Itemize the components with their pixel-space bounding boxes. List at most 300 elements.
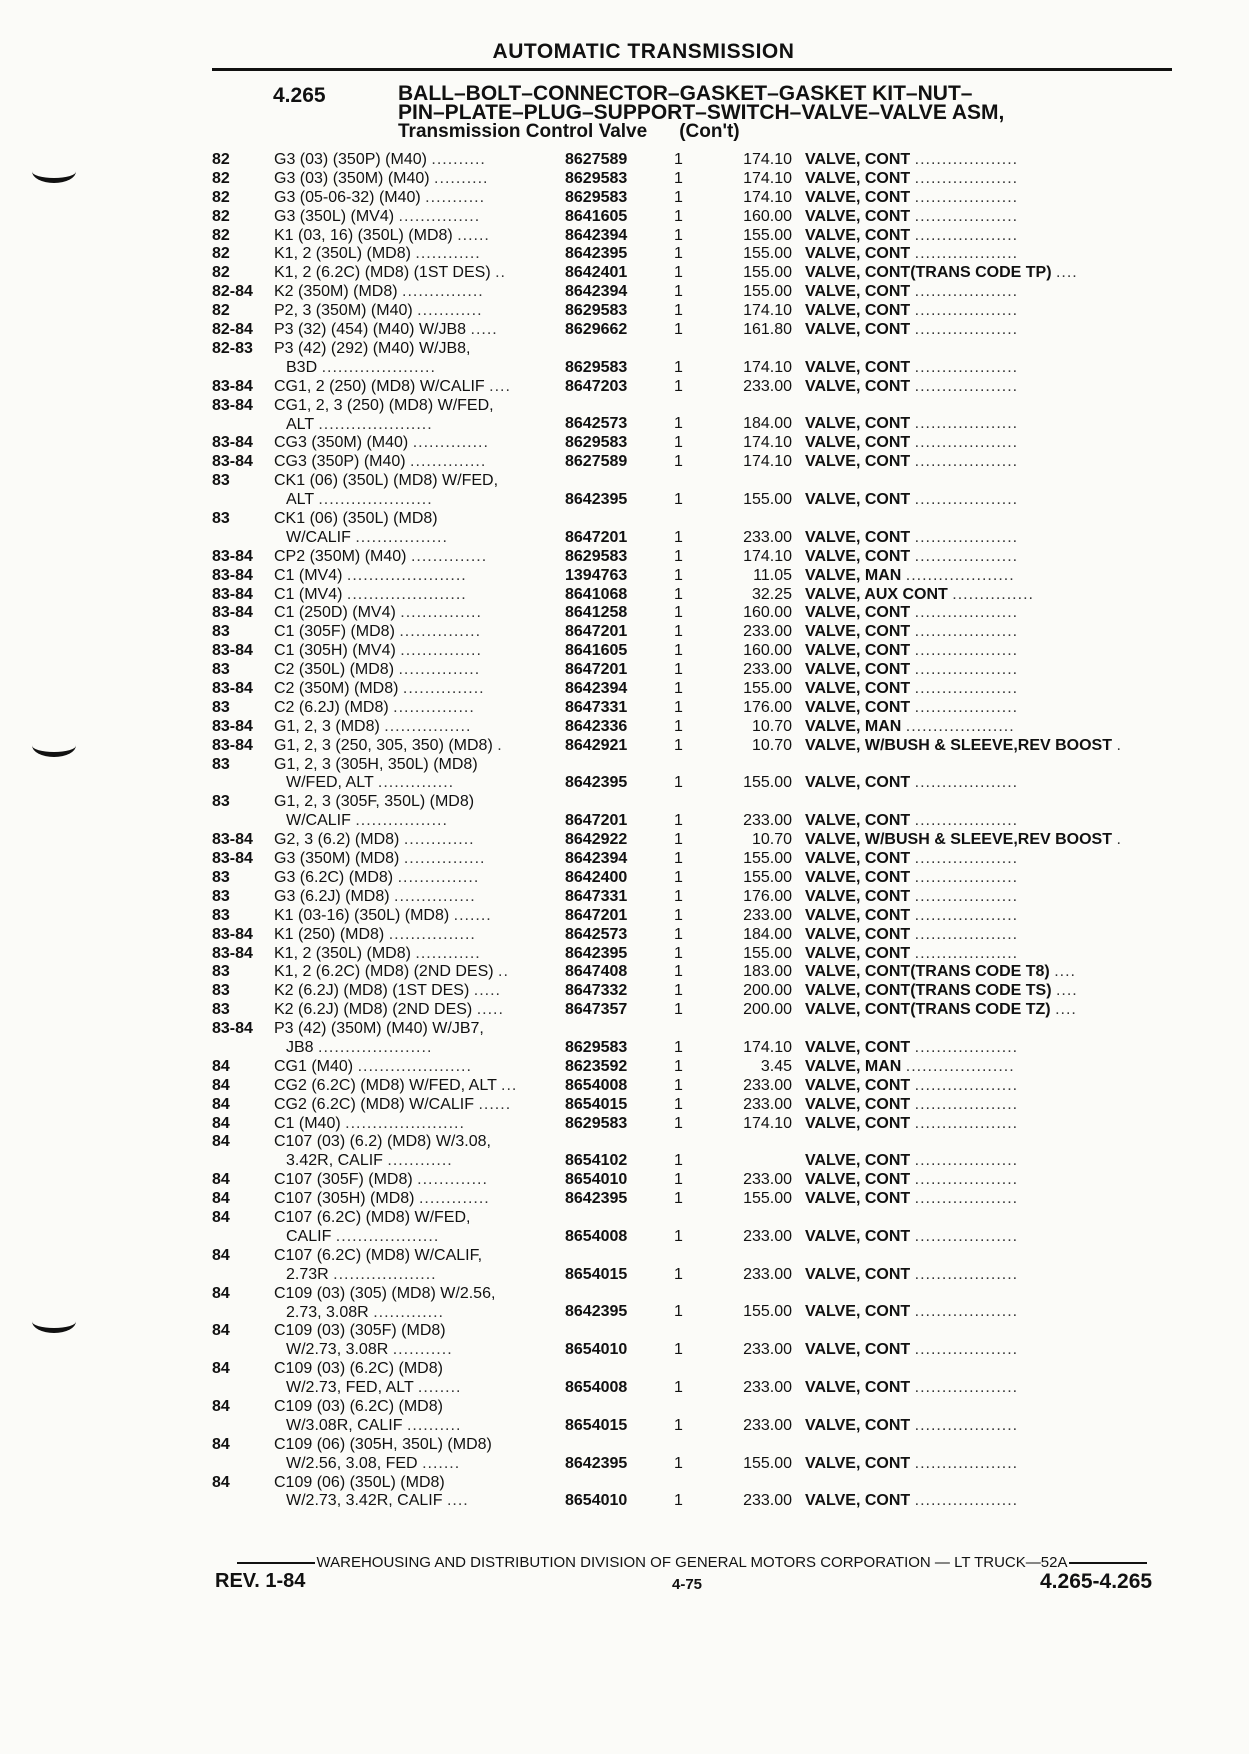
model-years: 83-84 xyxy=(212,566,253,584)
part-row xyxy=(212,340,1172,378)
part-row xyxy=(212,623,1172,642)
application-line-2: W/2.73, FED, ALT xyxy=(286,1379,414,1397)
part-name xyxy=(805,567,1170,586)
application-line-1: K1 (03, 16) (350L) (MD8) xyxy=(274,226,453,244)
price: 155.00 xyxy=(743,1303,792,1321)
part-row xyxy=(212,378,1172,397)
dot-leader: ....... xyxy=(453,906,492,924)
dot-leader: ..................... xyxy=(318,491,433,509)
dot-leader: .................... xyxy=(905,1057,1015,1075)
dot-leader: ................... xyxy=(914,377,1019,395)
dot-leader: ................ xyxy=(388,925,476,943)
part-number: 8647408 xyxy=(565,963,628,981)
part-name xyxy=(805,1001,1170,1020)
part-name xyxy=(805,982,1170,1001)
part-number: 8629583 xyxy=(565,1038,628,1056)
application-line-1: C107 (6.2C) (MD8) W/FED, xyxy=(274,1209,471,1226)
part-name xyxy=(805,831,1170,850)
quantity: 1 xyxy=(674,963,683,981)
dot-leader: ................... xyxy=(914,661,1019,679)
dot-leader: ..... xyxy=(470,321,498,339)
application-line-1: C107 (03) (6.2) (MD8) W/3.08, xyxy=(274,1133,491,1151)
part-name xyxy=(805,850,1170,869)
application-line-1: CG1 (M40) xyxy=(274,1057,354,1075)
footer-division xyxy=(212,1554,1172,1571)
part-number: 8654010 xyxy=(565,1341,628,1359)
application-line-2: W/3.08R, CALIF xyxy=(286,1416,403,1434)
part-row xyxy=(212,1474,1172,1512)
quantity: 1 xyxy=(674,434,683,452)
part-row xyxy=(212,189,1172,208)
quantity: 1 xyxy=(674,415,683,433)
dot-leader: ................... xyxy=(914,1454,1019,1472)
price: 233.00 xyxy=(743,1227,792,1245)
application-line-2: W/FED, ALT xyxy=(286,774,374,792)
dot-leader: .... xyxy=(1055,982,1078,1000)
part-name-text: VALVE, CONT(TRANS CODE T8) xyxy=(805,963,1050,981)
application-line-1: CP2 (350M) (M40) xyxy=(274,547,407,565)
part-name-text: VALVE, CONT(TRANS CODE TP) xyxy=(805,264,1052,282)
dot-leader: ...................... xyxy=(345,1114,465,1132)
group-desc-line-1: BALL–BOLT–CONNECTOR–GASKET–GASKET KIT–NUT– xyxy=(398,82,973,105)
price: 184.00 xyxy=(743,415,792,433)
part-row xyxy=(212,718,1172,737)
price: 174.10 xyxy=(743,302,792,320)
application-line-1: C109 (03) (305F) (MD8) xyxy=(274,1322,446,1340)
part-number: 8647357 xyxy=(565,1001,628,1019)
part-row xyxy=(212,737,1172,756)
dot-leader: ................... xyxy=(914,226,1019,244)
price: 174.10 xyxy=(743,358,792,376)
part-name-text: VALVE, CONT xyxy=(805,226,911,244)
application-line-1: P2, 3 (350M) (M40) xyxy=(274,302,413,320)
model-years: 83-84 xyxy=(212,396,253,414)
part-number: 8642394 xyxy=(565,283,628,301)
dot-leader: ................... xyxy=(914,434,1019,452)
dot-leader: .............. xyxy=(412,434,489,452)
model-years: 83-84 xyxy=(212,1020,253,1038)
application-line-1: G1, 2, 3 (305H, 350L) (MD8) xyxy=(274,755,478,773)
dot-leader: ................... xyxy=(914,774,1019,792)
application-line-1: K1, 2 (6.2C) (MD8) (1ST DES) xyxy=(274,264,491,282)
dot-leader: .... xyxy=(1055,1001,1077,1019)
parts-list xyxy=(212,151,1172,1511)
model-years: 83 xyxy=(212,868,230,886)
model-years: 83-84 xyxy=(212,831,253,849)
part-name-text: VALVE, CONT xyxy=(805,169,911,187)
application-line-1: C1 (305H) (MV4) xyxy=(274,642,396,660)
price: 155.00 xyxy=(743,850,792,868)
top-rule xyxy=(212,68,1172,71)
part-name xyxy=(805,1379,1170,1398)
application-line-1: C1 (250D) (MV4) xyxy=(274,604,396,622)
part-row xyxy=(212,208,1172,227)
part-name-text: VALVE, CONT xyxy=(805,850,911,868)
part-name-text: VALVE, CONT xyxy=(805,1492,911,1510)
dot-leader: ................... xyxy=(914,415,1019,433)
dot-leader: ..... xyxy=(473,982,501,1000)
application-line-1: G3 (03) (350P) (M40) xyxy=(274,151,427,168)
part-number: 8641068 xyxy=(565,585,628,603)
price: 155.00 xyxy=(743,1454,792,1472)
model-years: 83-84 xyxy=(212,547,253,565)
dot-leader: ...... xyxy=(478,1095,512,1113)
part-number: 8642395 xyxy=(565,774,628,792)
price: 174.10 xyxy=(743,188,792,206)
application-line-2: W/CALIF xyxy=(286,812,351,830)
quantity: 1 xyxy=(674,1492,683,1510)
quantity: 1 xyxy=(674,1114,683,1132)
dot-leader: .......... xyxy=(431,151,486,168)
application-line-1: CK1 (06) (350L) (MD8) xyxy=(274,509,438,527)
quantity: 1 xyxy=(674,1379,683,1397)
part-row xyxy=(212,1322,1172,1360)
dot-leader: ................... xyxy=(914,547,1019,565)
model-years: 84 xyxy=(212,1114,230,1132)
binder-hole-mark xyxy=(32,734,76,757)
dot-leader: ................... xyxy=(914,1095,1019,1113)
model-years: 83 xyxy=(212,963,230,981)
quantity: 1 xyxy=(674,1227,683,1245)
quantity: 1 xyxy=(674,604,683,622)
quantity: 1 xyxy=(674,188,683,206)
price: 233.00 xyxy=(743,1416,792,1434)
part-row xyxy=(212,907,1172,926)
model-years: 83 xyxy=(212,1001,230,1019)
price: 200.00 xyxy=(743,1001,792,1019)
part-number: 8641605 xyxy=(565,207,628,225)
dot-leader: ................... xyxy=(914,528,1019,546)
dot-leader: ............ xyxy=(415,245,481,263)
part-number: 8629583 xyxy=(565,188,628,206)
part-name xyxy=(805,1039,1170,1058)
dot-leader: ................... xyxy=(914,453,1019,471)
model-years: 83 xyxy=(212,472,230,490)
price: 160.00 xyxy=(743,604,792,622)
application-line-1: C109 (03) (305) (MD8) W/2.56, xyxy=(274,1284,496,1302)
model-years: 82-84 xyxy=(212,283,253,301)
quantity: 1 xyxy=(674,1152,683,1170)
quantity: 1 xyxy=(674,698,683,716)
quantity: 1 xyxy=(674,850,683,868)
model-years: 83 xyxy=(212,661,230,679)
part-number: 8654010 xyxy=(565,1492,628,1510)
dot-leader: ...................... xyxy=(346,566,467,584)
application-line-1: P3 (42) (350M) (M40) W/JB7, xyxy=(274,1020,484,1038)
price: 174.10 xyxy=(743,169,792,187)
model-years: 84 xyxy=(212,1095,230,1113)
part-row xyxy=(212,604,1172,623)
quantity: 1 xyxy=(674,1190,683,1208)
price: 233.00 xyxy=(743,1171,792,1189)
part-name xyxy=(805,453,1170,472)
model-years: 83-84 xyxy=(212,604,253,622)
part-name xyxy=(805,283,1170,302)
model-years: 82 xyxy=(212,188,230,206)
part-name-text: VALVE, CONT xyxy=(805,680,911,697)
part-name-text: VALVE, CONT xyxy=(805,358,911,376)
application-line-1: C1 (M40) xyxy=(274,1114,341,1132)
part-row xyxy=(212,227,1172,246)
part-row xyxy=(212,982,1172,1001)
dot-leader: ................... xyxy=(914,1171,1019,1189)
part-number: 8629583 xyxy=(565,169,628,187)
part-name-text: VALVE, CONT xyxy=(805,1303,911,1321)
model-years: 83 xyxy=(212,698,230,716)
revision-label: REV. 1-84 xyxy=(215,1570,306,1592)
part-name-text: VALVE, CONT xyxy=(805,528,911,546)
quantity: 1 xyxy=(674,358,683,376)
part-name xyxy=(805,1492,1170,1511)
part-name-text: VALVE, CONT xyxy=(805,1416,911,1434)
quantity: 1 xyxy=(674,831,683,849)
dot-leader: .. xyxy=(498,963,509,981)
dot-leader: ............. xyxy=(418,1190,490,1208)
part-name xyxy=(805,151,1170,170)
dot-leader: ............. xyxy=(403,831,475,849)
quantity: 1 xyxy=(674,906,683,924)
application-line-1: K1 (250) (MD8) xyxy=(274,925,385,943)
quantity: 1 xyxy=(674,736,683,754)
application-line-1: CG1, 2 (250) (MD8) W/CALIF xyxy=(274,377,485,395)
part-name-text: VALVE, CONT xyxy=(805,1227,911,1245)
model-years: 83 xyxy=(212,982,230,1000)
part-name-text: VALVE, CONT xyxy=(805,774,911,792)
application-line-1: K1, 2 (6.2C) (MD8) (2ND DES) xyxy=(274,963,494,981)
part-name-text: VALVE, W/BUSH & SLEEVE,REV BOOST xyxy=(805,736,1112,754)
part-row xyxy=(212,756,1172,794)
price: 233.00 xyxy=(743,528,792,546)
application-line-1: C109 (03) (6.2C) (MD8) xyxy=(274,1360,443,1378)
dot-leader: ................... xyxy=(914,1379,1019,1397)
dot-leader: ................... xyxy=(914,1227,1019,1245)
model-years: 84 xyxy=(212,1322,230,1340)
price: 155.00 xyxy=(743,245,792,263)
model-years: 82-84 xyxy=(212,321,253,339)
dot-leader: ................... xyxy=(333,1265,437,1283)
part-name xyxy=(805,170,1170,189)
part-name-text: VALVE, CONT xyxy=(805,642,911,660)
part-number: 8647201 xyxy=(565,906,628,924)
application-line-1: C2 (350L) (MD8) xyxy=(274,661,395,679)
part-name xyxy=(805,378,1170,397)
part-row xyxy=(212,661,1172,680)
group-range: 4.265-4.265 xyxy=(1040,1570,1153,1593)
price: 233.00 xyxy=(743,1076,792,1094)
dot-leader: ... xyxy=(501,1076,518,1094)
footer-rule-right xyxy=(1069,1562,1147,1564)
model-years: 84 xyxy=(212,1284,230,1302)
price: 233.00 xyxy=(743,661,792,679)
part-row xyxy=(212,869,1172,888)
part-number: 8647201 xyxy=(565,623,628,641)
part-row xyxy=(212,1058,1172,1077)
price: 174.10 xyxy=(743,547,792,565)
model-years: 84 xyxy=(212,1209,230,1226)
quantity: 1 xyxy=(674,887,683,905)
part-name xyxy=(805,321,1170,340)
model-years: 83-84 xyxy=(212,736,253,754)
model-years: 82 xyxy=(212,151,230,168)
application-line-1: CG3 (350M) (M40) xyxy=(274,434,409,452)
binder-hole-mark xyxy=(32,1310,76,1333)
part-row xyxy=(212,1436,1172,1474)
part-row xyxy=(212,1398,1172,1436)
part-row xyxy=(212,642,1172,661)
group-desc-line-3 xyxy=(398,122,1098,141)
group-desc-line-2: PIN–PLATE–PLUG–SUPPORT–SWITCH–VALVE–VALVE ASM, xyxy=(398,101,1005,124)
price: 174.10 xyxy=(743,453,792,471)
part-number: 8629583 xyxy=(565,358,628,376)
part-row xyxy=(212,1096,1172,1115)
dot-leader: .... xyxy=(1054,963,1076,981)
model-years: 83-84 xyxy=(212,680,253,697)
part-name xyxy=(805,699,1170,718)
dot-leader: ................... xyxy=(914,1114,1019,1132)
dot-leader: ................ xyxy=(384,717,472,735)
part-name xyxy=(805,491,1170,510)
dot-leader: ............... xyxy=(397,868,480,886)
quantity: 1 xyxy=(674,1001,683,1019)
application-line-1: C109 (03) (6.2C) (MD8) xyxy=(274,1397,443,1415)
dot-leader: . xyxy=(1116,736,1122,754)
part-row xyxy=(212,510,1172,548)
dot-leader: ............... xyxy=(400,642,482,660)
price: 155.00 xyxy=(743,868,792,886)
part-number: 8647203 xyxy=(565,377,628,395)
application-line-1: K1, 2 (350L) (MD8) xyxy=(274,944,411,962)
quantity: 1 xyxy=(674,264,683,282)
dot-leader: ................... xyxy=(914,1152,1019,1170)
part-row xyxy=(212,586,1172,605)
price: 233.00 xyxy=(743,1265,792,1283)
dot-leader: .......... xyxy=(434,169,489,187)
price: 176.00 xyxy=(743,887,792,905)
part-name-text: VALVE, CONT xyxy=(805,434,911,452)
quantity: 1 xyxy=(674,226,683,244)
part-row xyxy=(212,1360,1172,1398)
dot-leader: ................... xyxy=(914,698,1019,716)
dot-leader: .... xyxy=(446,1492,469,1510)
part-name-text: VALVE, CONT xyxy=(805,887,911,905)
application-line-1: G3 (05-06-32) (M40) xyxy=(274,188,421,206)
application-line-1: C109 (06) (305H, 350L) (MD8) xyxy=(274,1435,492,1453)
part-name xyxy=(805,604,1170,623)
part-row xyxy=(212,1209,1172,1247)
price: 155.00 xyxy=(743,774,792,792)
price: 174.10 xyxy=(743,1038,792,1056)
part-row xyxy=(212,1115,1172,1134)
application-line-1: G2, 3 (6.2) (MD8) xyxy=(274,831,400,849)
part-name xyxy=(805,1455,1170,1474)
price: 155.00 xyxy=(743,1190,792,1208)
application-line-2: 3.42R, CALIF xyxy=(286,1152,383,1170)
dot-leader: ................... xyxy=(914,642,1019,660)
quantity: 1 xyxy=(674,283,683,301)
application-line-2: JB8 xyxy=(286,1038,314,1056)
dot-leader: ...... xyxy=(457,226,490,244)
model-years: 84 xyxy=(212,1435,230,1453)
dot-leader: ............... xyxy=(403,850,486,868)
quantity: 1 xyxy=(674,547,683,565)
part-number: 8627589 xyxy=(565,453,628,471)
dot-leader: .......... xyxy=(406,1416,462,1434)
part-row xyxy=(212,548,1172,567)
part-row xyxy=(212,434,1172,453)
part-row xyxy=(212,397,1172,435)
dot-leader: ........ xyxy=(417,1379,462,1397)
part-row xyxy=(212,1020,1172,1058)
price: 161.80 xyxy=(743,321,792,339)
price: 233.00 xyxy=(743,1379,792,1397)
part-name-text: VALVE, CONT xyxy=(805,1379,911,1397)
part-name xyxy=(805,208,1170,227)
dot-leader: ................... xyxy=(914,188,1019,206)
application-line-2: W/CALIF xyxy=(286,528,351,546)
dot-leader: ............... xyxy=(402,283,484,301)
part-row xyxy=(212,170,1172,189)
part-name xyxy=(805,945,1170,964)
quantity: 1 xyxy=(674,151,683,168)
part-name-text: VALVE, CONT xyxy=(805,491,911,509)
dot-leader: ........... xyxy=(392,1341,453,1359)
price: 11.05 xyxy=(753,566,792,584)
model-years: 83-84 xyxy=(212,642,253,660)
dot-leader: .... xyxy=(1055,264,1078,282)
model-years: 83 xyxy=(212,623,230,641)
dot-leader: ........... xyxy=(425,188,486,206)
part-name-text: VALVE, CONT xyxy=(805,1152,911,1170)
dot-leader: ................... xyxy=(914,358,1019,376)
part-name xyxy=(805,548,1170,567)
part-row xyxy=(212,321,1172,340)
part-name xyxy=(805,1190,1170,1209)
price: 233.00 xyxy=(743,1095,792,1113)
part-name xyxy=(805,1303,1170,1322)
dot-leader: ..................... xyxy=(321,358,436,376)
price: 183.00 xyxy=(743,963,792,981)
part-name-text: VALVE, AUX CONT xyxy=(805,585,948,603)
dot-leader: ..................... xyxy=(318,1038,433,1056)
price: 233.00 xyxy=(743,377,792,395)
part-row xyxy=(212,888,1172,907)
dot-leader: ................... xyxy=(914,283,1019,301)
dot-leader: ..................... xyxy=(318,415,433,433)
model-years: 83-84 xyxy=(212,453,253,471)
dot-leader: ................... xyxy=(914,245,1019,263)
part-name-text: VALVE, CONT xyxy=(805,453,911,471)
application-line-1: CK1 (06) (350L) (MD8) W/FED, xyxy=(274,472,499,490)
application-line-1: C1 (305F) (MD8) xyxy=(274,623,395,641)
application-line-1: C109 (06) (350L) (MD8) xyxy=(274,1473,445,1491)
application-line-1: P3 (32) (454) (M40) W/JB8 xyxy=(274,321,467,339)
part-name xyxy=(805,642,1170,661)
quantity: 1 xyxy=(674,680,683,697)
application-line-1: G1, 2, 3 (MD8) xyxy=(274,717,380,735)
part-name-text: VALVE, CONT xyxy=(805,188,911,206)
part-number: 8642400 xyxy=(565,868,628,886)
binder-hole-mark xyxy=(32,160,76,183)
part-name-text: VALVE, CONT xyxy=(805,302,911,320)
part-number: 8654015 xyxy=(565,1095,628,1113)
model-years: 84 xyxy=(212,1246,230,1264)
part-row xyxy=(212,1001,1172,1020)
model-years: 82 xyxy=(212,169,230,187)
dot-leader: ............... xyxy=(394,887,476,905)
part-number: 8647332 xyxy=(565,982,628,1000)
part-name xyxy=(805,302,1170,321)
dot-leader: ............... xyxy=(393,698,475,716)
